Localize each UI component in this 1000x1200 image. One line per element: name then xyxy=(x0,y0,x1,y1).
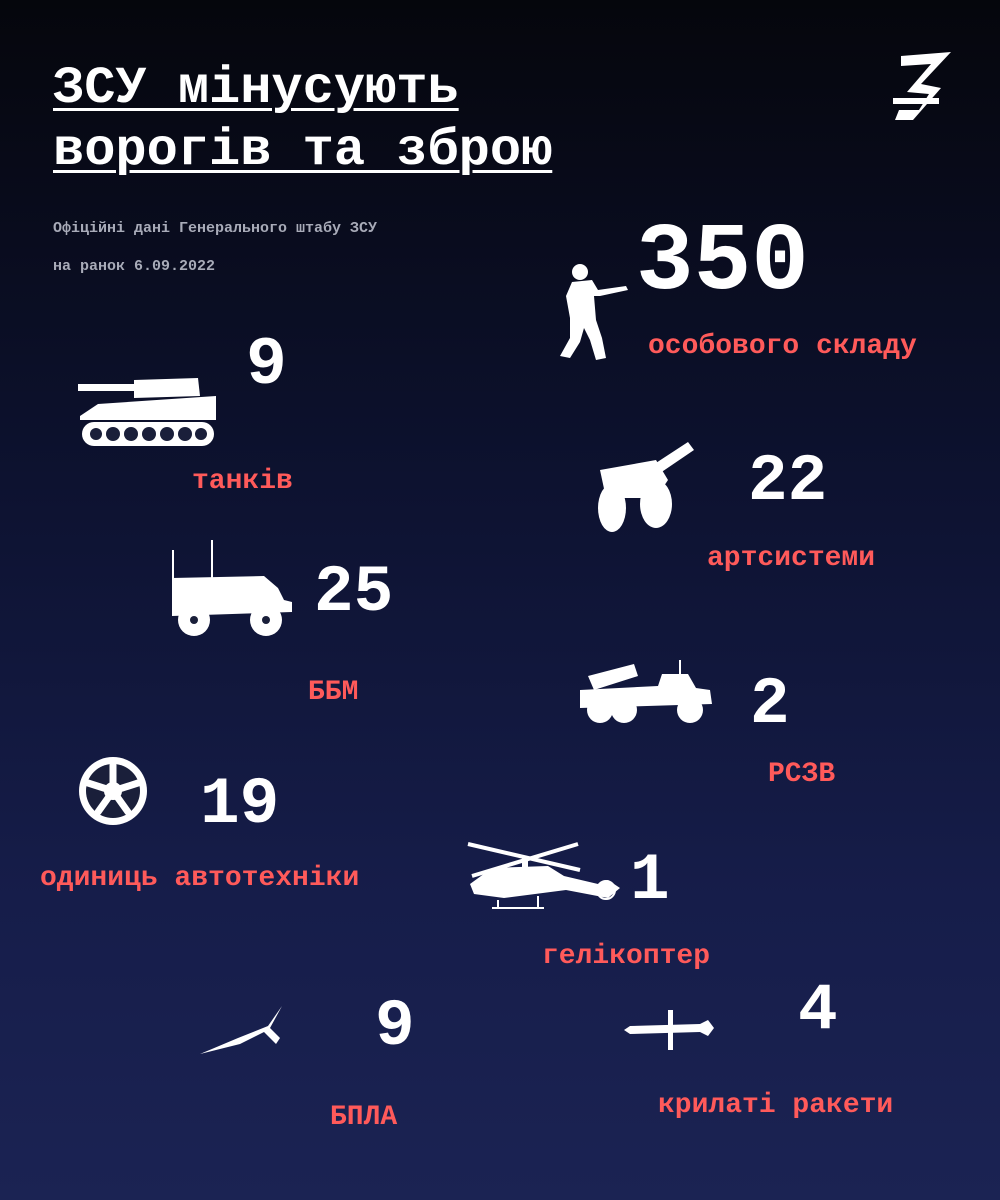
page-title xyxy=(53,58,552,182)
title-line-2: ворогів та зброю xyxy=(53,121,553,180)
helicopter-icon xyxy=(468,840,624,912)
personnel-label: особового складу xyxy=(648,331,917,362)
cruise-missile-icon xyxy=(622,1006,718,1052)
vehicles-value: 19 xyxy=(200,767,280,842)
mlrs-label: РСЗВ xyxy=(768,759,836,790)
apc-value: 25 xyxy=(314,555,394,630)
uav-label: БПЛА xyxy=(330,1102,398,1133)
apc-label: ББМ xyxy=(308,677,359,708)
vehicles-label: одиниць автотехніки xyxy=(40,863,360,894)
title-line-1: ЗСУ мінусують xyxy=(53,59,459,118)
missiles-value: 4 xyxy=(798,973,838,1048)
tanks-label: танків xyxy=(192,466,293,497)
source-note: Офіційні дані Генерального штабу ЗСУ xyxy=(53,220,378,237)
mlrs-icon xyxy=(578,660,716,726)
wheel-icon xyxy=(78,756,148,826)
armored-vehicle-icon xyxy=(168,538,296,638)
drone-icon xyxy=(198,1002,288,1058)
trident-z-logo-icon xyxy=(893,48,953,124)
artillery-label: артсистеми xyxy=(707,543,876,574)
missiles-label: крилаті ракети xyxy=(658,1090,894,1121)
mlrs-value: 2 xyxy=(750,667,790,742)
tanks-value: 9 xyxy=(246,327,287,404)
helicopters-value: 1 xyxy=(630,843,670,918)
date-note: на ранок 6.09.2022 xyxy=(53,258,216,275)
uav-value: 9 xyxy=(375,989,415,1064)
soldier-icon xyxy=(558,262,630,362)
helicopters-label: гелікоптер xyxy=(542,941,711,972)
personnel-value: 350 xyxy=(636,208,809,317)
tank-icon xyxy=(78,376,218,448)
artillery-value: 22 xyxy=(748,444,828,519)
artillery-icon xyxy=(596,440,696,534)
